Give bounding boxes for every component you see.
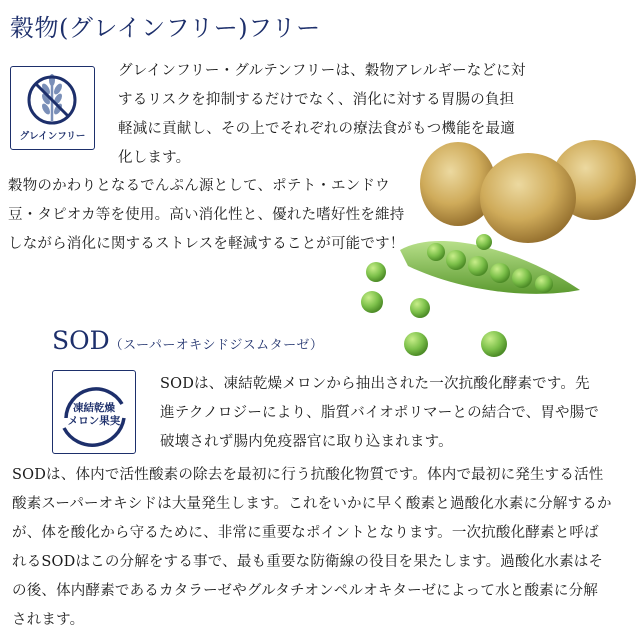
pea-2 <box>361 291 383 313</box>
pea-1 <box>366 262 386 282</box>
badge-line-1: 凍結乾燥 <box>73 402 115 414</box>
sod-heading <box>52 326 323 355</box>
wheat-crossed-icon <box>10 69 95 131</box>
grain-free-paragraph-1: グレインフリー・グルテンフリーは、穀物アレルギーなどに対するリスクを抑制するだけでなく、消化に対する胃腸の負担軽減に貢献し、その上でそれぞれの療法食がもつ機能を最適化します。 <box>118 63 526 166</box>
sod-paragraph-1: SODは、凍結乾燥メロンから抽出された一次抗酸化酵素です。先進テクノロジーにより、脂質バイオポリマーとの結合で、胃や腸で破壊されず腸内免疫器官に取り込まれます。 <box>160 376 600 450</box>
potato-group <box>420 140 636 243</box>
sod-heading-sub: （スーパーオキシドジスムターゼ） <box>109 338 324 353</box>
freeze-dried-melon-badge <box>52 370 136 454</box>
grain-free-heading: 穀物(グレインフリー)フリー <box>10 14 321 42</box>
badge-line-2: メロン果実 <box>67 415 121 427</box>
pea-4 <box>404 332 428 356</box>
grain-free-badge-label: グレインフリー <box>19 131 86 142</box>
pea-5 <box>481 331 507 357</box>
sod-heading-main: SOD <box>52 326 110 355</box>
pea-3 <box>410 298 430 318</box>
sod-paragraph-2: SODは、体内で活性酸素の除去を最初に行う抗酸化物質です。体内で最初に発生する活性酸素スーパーオキシドは大量発生します。これをいかに早く酸素と過酸化水素に分解するかが、体を酸化から守るために、非常に重要なポイントとなります。一次抗酸化酵素と呼ばれるSODはこの分解をする事で、最も重要な防衛線の役目を果たします。過酸化水素はその後、体内酵素であるカタラーゼやグルタチオンペルオキターゼによって水と酸素に分解されます。 <box>12 467 612 628</box>
grain-free-badge <box>10 66 95 150</box>
grain-free-paragraph-2: 穀物のかわりとなるでんぷん源として、ポテト・エンドウ豆・タピオカ等を使用。高い消化性と、優れた嗜好性を維持しながら消化に関するストレスを軽減することが可能です！ <box>8 178 405 252</box>
potato-3 <box>480 153 576 243</box>
pea-6 <box>476 234 492 250</box>
potato-pea-photo <box>348 128 640 368</box>
pea-pod <box>400 241 580 294</box>
